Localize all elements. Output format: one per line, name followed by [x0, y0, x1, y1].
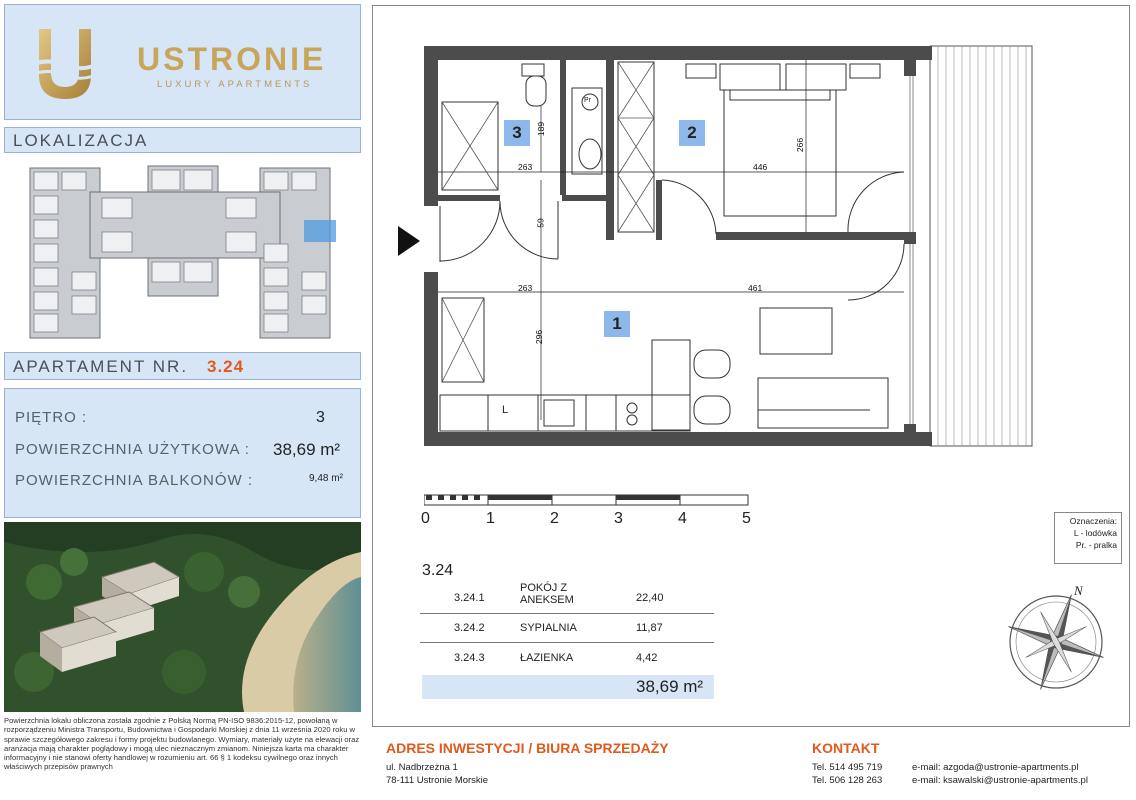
legal-note: Powierzchnia lokalu obliczona została zgodnie z Polską Normą PN-ISO 9836:2015-12, powołaną w rozporządzeniu Ministra Transportu, Budownictwa i Gospodarki Morskiej z dnia 11 września 2020 roku w sprawie szczegółowego zakresu i formy projektu budowlanego. Wymiary, materiały użyte na elewacji oraz aranżacja mają charakter poglądowy i mogą ulec nieznacznym zmianom. Niniejsza karta ma charakter informacyjny i nie stanowi oferty handlowej w rozumieniu art. 66 § 1 kodeksu cywilnego oraz innych właściwych przepisów prawnych: [4, 716, 360, 772]
scale-bar: [424, 492, 750, 508]
table-title: 3.24: [422, 562, 454, 579]
email-1[interactable]: e-mail: azgoda@ustronie-apartments.pl: [912, 762, 1079, 773]
dim-296: 296: [534, 329, 545, 345]
address-line-2: 78-111 Ustronie Morskie: [386, 775, 489, 786]
phone-2[interactable]: Tel. 506 128 263: [812, 775, 883, 786]
compass-north-label: N: [1074, 583, 1083, 598]
table-divider: [420, 642, 714, 643]
table-row-1: [454, 592, 485, 604]
floor-plan-drawing: [372, 5, 1130, 505]
washer-symbol: Pr: [584, 97, 591, 104]
dim-263-top: 263: [518, 162, 533, 172]
table-total-value: 38,69 m²: [636, 677, 704, 696]
contact-title: KONTAKT: [812, 740, 880, 756]
dim-263-bottom: 263: [518, 283, 533, 293]
row-2-area: 11,87: [636, 622, 663, 634]
row-3-code: 3.24.3: [454, 652, 485, 664]
dim-59: 59: [535, 218, 546, 228]
scale-tick-0: 0: [421, 510, 430, 527]
scale-tick-5: 5: [742, 510, 751, 527]
usable-area-label: POWIERZCHNIA UŻYTKOWA :: [15, 441, 250, 458]
legend-fridge: L - lodówka: [1073, 528, 1117, 538]
email-2[interactable]: e-mail: ksawalski@ustronie-apartments.pl: [912, 775, 1088, 786]
scale-tick-4: 4: [678, 510, 687, 527]
dim-189: 189: [536, 121, 547, 137]
room-1-tag: 1: [604, 311, 630, 337]
apartment-number: 3.24: [207, 357, 245, 376]
floor-value: 3: [316, 409, 325, 426]
row-2-code: 3.24.2: [454, 622, 485, 634]
usable-area-value: 38,69 m²: [273, 440, 341, 459]
room-3-tag: 3: [504, 120, 530, 146]
phone-1[interactable]: Tel. 514 495 719: [812, 762, 883, 773]
room-2-tag: 2: [679, 120, 705, 146]
legend-box: [1054, 512, 1122, 564]
address-line-1: ul. Nadbrzeżna 1: [386, 762, 458, 773]
location-title: LOKALIZACJA: [13, 131, 149, 150]
fridge-symbol: L: [502, 404, 509, 416]
table-divider: [420, 613, 714, 614]
location-header: [4, 127, 361, 153]
apartment-header: [4, 352, 361, 380]
apartment-label: APARTAMENT NR.: [13, 357, 189, 376]
row-1-name: POKÓJ Z ANEKSEM: [520, 582, 574, 606]
site-plan-image: [20, 162, 350, 342]
brand-tagline: LUXURY APARTMENTS: [157, 79, 313, 90]
brand-logo-icon: [25, 23, 105, 103]
row-1-code: 3.24.1: [454, 592, 485, 604]
dim-446: 446: [753, 162, 768, 172]
table-total-bar: [422, 675, 714, 699]
scale-tick-2: 2: [550, 510, 559, 527]
footer-bar: [372, 732, 1130, 796]
building-render-image: [4, 522, 361, 712]
address-title: ADRES INWESTYCJI / BIURA SPRZEDAŻY: [386, 740, 669, 756]
balcony-area-label: POWIERZCHNIA BALKONÓW :: [15, 472, 254, 489]
apartment-info-panel: [4, 388, 361, 518]
row-3-name: ŁAZIENKA: [520, 652, 574, 664]
scale-tick-3: 3: [614, 510, 623, 527]
legend-washer: Pr. - pralka: [1075, 540, 1117, 550]
scale-tick-1: 1: [486, 510, 495, 527]
dim-266: 266: [795, 137, 806, 153]
logo-panel: [4, 4, 361, 120]
floor-label: PIĘTRO :: [15, 409, 88, 426]
balcony-area-value: 9,48 m²: [309, 473, 343, 484]
row-2-name: SYPIALNIA: [520, 622, 577, 634]
compass-rose-icon: [1000, 582, 1112, 694]
legend-title: Oznaczenia:: [1069, 516, 1117, 526]
brand-name: USTRONIE: [137, 41, 327, 77]
row-3-area: 4,42: [636, 652, 658, 664]
dim-461: 461: [748, 283, 763, 293]
row-1-area: 22,40: [636, 592, 664, 604]
